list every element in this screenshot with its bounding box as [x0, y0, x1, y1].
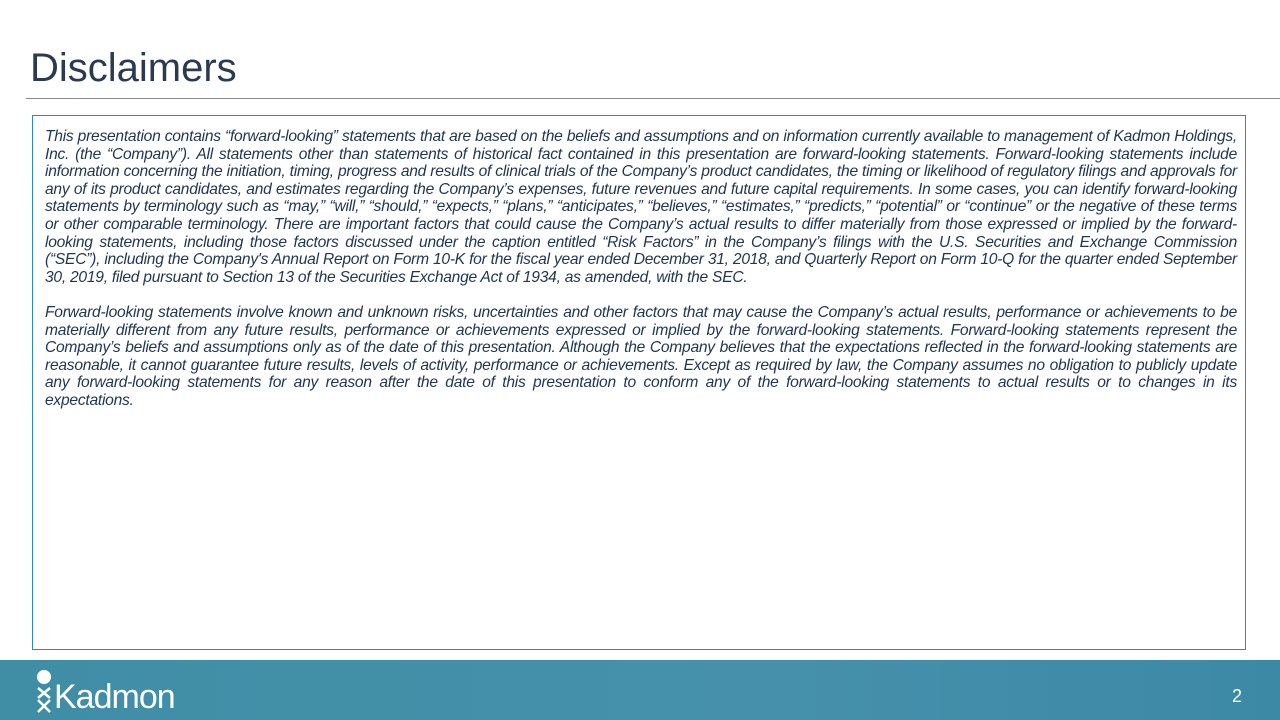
disclaimer-paragraph-2: Forward-looking statements involve known and unknown risks, uncertainties and other factors that may cause the Company’s actual results, performance or achievements to be materially different from any future results, performance or achievements expressed or implied by the forward-looking statements. Forward-looking statements represent the Company’s beliefs and assumptions only as of the date of this presentation. Although the Company believes that the expectations reflected in the forward-looking statements are reasonable, it cannot guarantee future results, levels of activity, performance or achievements. Except as required by law, the Company assumes no obligation to publicly update any forward-looking statements for any reason after the date of this presentation to conform any of the forward-looking statements to actual results or to changes in its expectations.	[45, 303, 1237, 409]
disclaimer-paragraph-1: This presentation contains “forward-looking” statements that are based on the beliefs and assumptions and on information currently available to management of Kadmon Holdings, Inc. (the “Company”). All statements other than statements of historical fact contained in this presentation are forward-looking statements. Forward-looking statements include information concerning the initiation, timing, progress and results of clinical trials of the Company’s product candidates, the timing or likelihood of regulatory filings and approvals for any of its product candidates, and estimates regarding the Company’s expenses, future revenues and future capital requirements. In some cases, you can identify forward-looking statements by terminology such as “may,” “will,” “should,” “expects,” “plans,” “anticipates,” “believes,” “estimates,” “predicts,” “potential” or “continue” or the negative of these terms or other comparable terminology. There are important factors that could cause the Company’s actual results to differ materially from those expressed or implied by the forward-looking statements, including those factors discussed under the caption entitled “Risk Factors” in the Company’s filings with the U.S. Securities and Exchange Commission (“SEC”), including the Company's Annual Report on Form 10-K for the fiscal year ended December 31, 2018, and Quarterly Report on Form 10-Q for the quarter ended September 30, 2019, filed pursuant to Section 13 of the Securities Exchange Act of 1934, as amended, with the SEC.	[45, 128, 1237, 286]
kadmon-logo-icon	[36, 668, 52, 716]
kadmon-logo	[36, 668, 175, 716]
footer-bar	[0, 660, 1280, 720]
logo-text: Kadmon	[54, 678, 175, 716]
title-divider	[26, 98, 1280, 99]
disclaimer-text	[45, 128, 1237, 427]
page-title: Disclaimers	[30, 46, 237, 90]
page-number: 2	[1231, 686, 1242, 706]
